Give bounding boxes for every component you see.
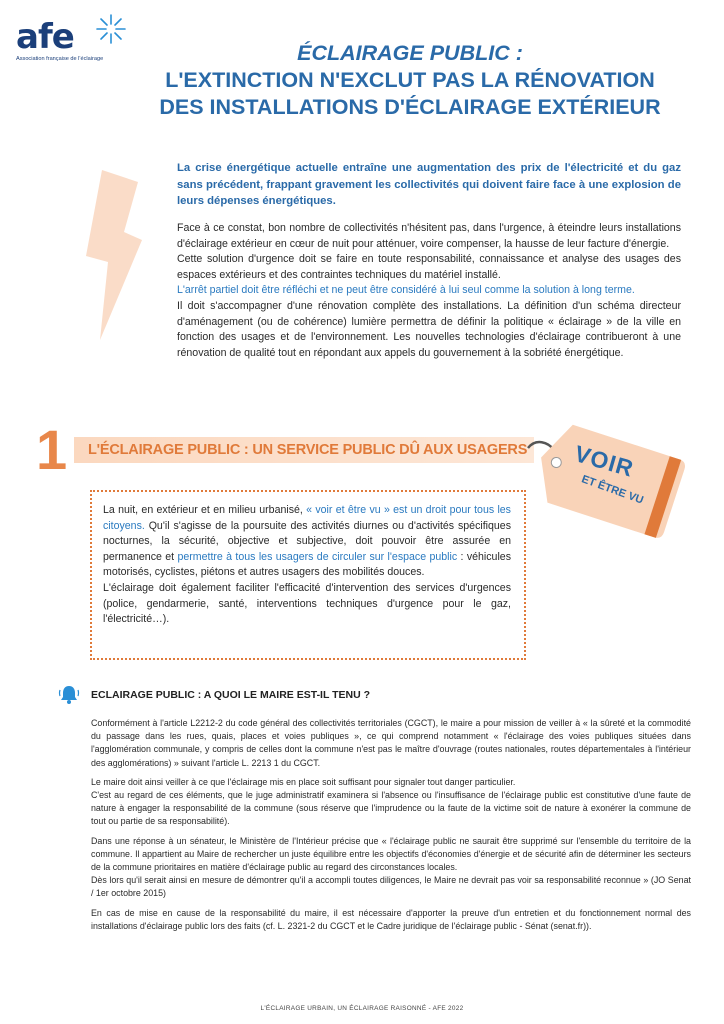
body-highlight: L'arrêt partiel doit être réfléchi et ne peut être considéré à lui seul comme la solution à long terme. <box>177 284 635 297</box>
lightning-bolt-icon <box>80 170 146 340</box>
section-title: L'ÉCLAIRAGE PUBLIC : UN SERVICE PUBLIC DÛ AUX USAGERS <box>88 442 528 458</box>
question-title: ECLAIRAGE PUBLIC : A QUOI LE MAIRE EST-IL TENU ? <box>91 689 371 701</box>
text-highlight: permettre à tous les usagers de circuler sur l'espace public <box>177 550 458 563</box>
section-1-paragraph-1 <box>103 503 511 581</box>
text-run: : véhicules motorisés, cyclistes, piétons et autres usagers des mobilités douces. <box>103 550 511 579</box>
text-run: Qu'il s'agisse de la poursuite des activités diurnes ou d'activités spécifiques nocturnes, la sécurité, objective et subjective, doit pouvoir être assurée en permanence et <box>103 519 511 563</box>
sparkle-icon <box>94 12 128 46</box>
bell-icon <box>58 683 80 705</box>
section-number: 1 <box>36 418 68 481</box>
afe-logo <box>16 12 126 66</box>
tag-voir-label: VOIR <box>571 440 637 482</box>
text-run: Le maire doit ainsi veiller à ce que l'éclairage mis en place soit suffisant pour signaler tout danger particulier. <box>91 776 516 787</box>
text-run: Dans une réponse à un sénateur, le Ministère de l'Intérieur précise que « l'éclairage public ne saurait être supprimé sur l'ensemble du territoire de la commune. Il appartient au Maire de rechercher un juste équilibre entre les objectifs d'économies d'énergie et de sécurité afin de déterminer les secteurs de la commune prioritaires en matière d'éclairage public au regard des circonstances locales. <box>91 835 691 873</box>
page-footer: L'ÉCLAIRAGE URBAIN, UN ÉCLAIRAGE RAISONNÉ - AFE 2022 <box>260 1005 464 1012</box>
body-paragraph-1: Face à ce constat, bon nombre de collectivités n'hésitent pas, dans l'urgence, à éteindre leurs installations d'éclairage extérieur en cœur de nuit pour atténuer, voire compenser, la hausse de leur facture d'énergie. <box>177 222 681 250</box>
logo-wordmark: afe <box>16 17 74 57</box>
section-1-text <box>103 503 511 628</box>
title-line-1: ÉCLAIRAGE PUBLIC : <box>297 41 523 65</box>
question-paragraph-1: Conformément à l'article L2212-2 du code général des collectivités territoriales (CGCT), le maire a pour mission de veiller à « la sûreté et la commodité du passage dans les rues, quais, places et voies publiques », ce qui comprend notamment « l'éclairage des voies publiques situées dans l'agglomération communale, y compris de celles dont la commune n'est pas le maître d'ouvrage (routes nationales, routes départementales à l'intérieur des agglomérations) » suivant l'article L. 2213 1 du CGCT. <box>91 718 691 768</box>
text-run: La nuit, en extérieur et en milieu urbanisé, <box>103 504 307 516</box>
question-paragraph-2 <box>91 776 691 829</box>
question-body <box>91 717 691 939</box>
section-1-paragraph-2: L'éclairage doit également faciliter l'efficacité d'intervention des services d'urgences (police, gendarmerie, santé, interventions techniques d'urgence pour le gaz, l'électricité…). <box>103 581 511 626</box>
title-line-3: DES INSTALLATIONS D'ÉCLAIRAGE EXTÉRIEUR <box>159 95 661 119</box>
logo-subtitle: Association française de l'éclairage <box>16 56 104 62</box>
text-highlight: « voir et être vu » est un droit pour tous les citoyens. <box>103 504 511 532</box>
intro-paragraph: La crise énergétique actuelle entraîne une augmentation des prix de l'électricité et du gaz sans précédent, frappant gravement les collectivités qui doivent faire face à une explosion de leurs dépenses énergétiques. <box>177 162 681 207</box>
title-line-2: L'EXTINCTION N'EXCLUT PAS LA RÉNOVATION <box>165 68 655 92</box>
tag-etre-vu-label: ET ÊTRE VU <box>579 473 645 507</box>
body-paragraph-4: Il doit s'accompagner d'une rénovation complète des installations. La définition d'un schéma directeur d'aménagement (ou de cohérence) lumière permettra de définir la politique « éclairage » de la ville en fonction des usages et de l'environnement. Les nouvelles technologies d'éclairage contribueront à une rénovation de qualité tout en répondant aux appels du gouvernement à la sobriété énergétique. <box>177 299 681 359</box>
text-run: C'est au regard de ces éléments, que le juge administratif examinera si l'absence ou l'insuffisance de l'éclairage public est constitutive d'une faute de nature à engager la responsabilité de la commune (sous réserve que l'imprudence ou la faute de la victime soit de nature à exonérer la commune de tout ou partie de sa responsabilité). <box>91 790 691 827</box>
text-run: Dès lors qu'il serait ainsi en mesure de démontrer qu'il a accompli toutes diligences, le Maire ne devrait pas voir sa responsabilité reconnue » (JO Senat / 1er octobre 2015) <box>91 875 691 899</box>
question-paragraph-4: En cas de mise en cause de la responsabilité du maire, il est nécessaire d'apporter la preuve d'un entretien et du fonctionnement normal des installations d'éclairage public lors des faits (cf. L. 2321-2 du CGCT et le Cadre juridique de l'éclairage public - Sénat (senat.fr)). <box>91 907 691 931</box>
body-text <box>177 221 681 361</box>
question-paragraph-3 <box>91 835 691 901</box>
body-paragraph-2: Cette solution d'urgence doit se faire en toute responsabilité, connaissance et analyse des usages des espaces extérieurs et des contraintes techniques du matériel installé. <box>177 253 681 281</box>
page-title <box>140 40 680 121</box>
